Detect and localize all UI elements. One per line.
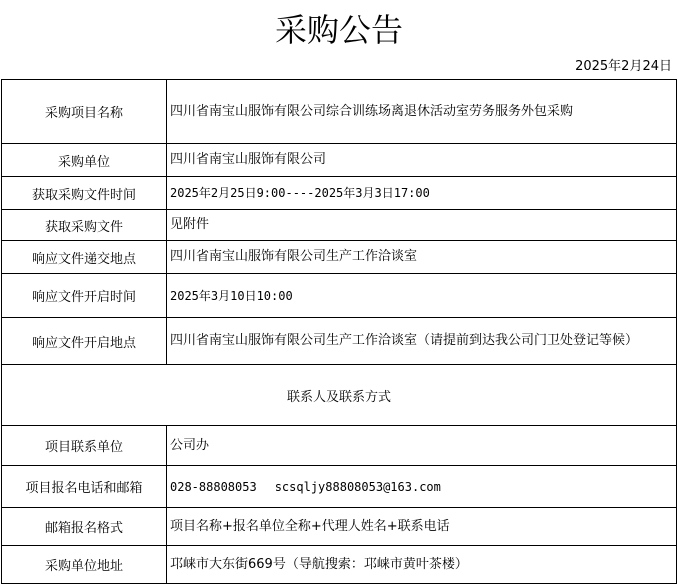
row-value-purchaser: 四川省南宝山服饰有限公司 <box>167 144 677 177</box>
announcement-date: 2025年2月24日 <box>575 59 672 74</box>
row-value-open-place: 四川省南宝山服饰有限公司生产工作洽谈室（请提前到达我公司门卫处登记等候） <box>167 318 677 365</box>
row-value-submit-place: 四川省南宝山服饰有限公司生产工作洽谈室 <box>167 241 677 274</box>
row-label-email-format: 邮箱报名格式 <box>2 508 167 546</box>
row-label-address: 采购单位地址 <box>2 546 167 584</box>
table-row <box>2 274 677 318</box>
page-title: 采购公告 <box>274 11 403 49</box>
row-value-address: 邛崃市大东街669号（导航搜索：邛崃市黄叶茶楼） <box>167 546 677 584</box>
row-value-project-name: 四川省南宝山服饰有限公司综合训练场离退休活动室劳务服务外包采购 <box>167 80 677 144</box>
row-label-submit-place: 响应文件递交地点 <box>2 241 167 274</box>
row-label-open-place: 响应文件开启地点 <box>2 318 167 365</box>
row-value-open-time: 2025年3月10日10:00 <box>167 274 677 318</box>
table-row <box>2 365 677 426</box>
contact-email: scsqljy88808053@163.com <box>274 479 441 494</box>
row-value-doc-time: 2025年2月25日9:00----2025年3月3日17:00 <box>167 177 677 210</box>
table-row <box>2 80 677 144</box>
announcement-table <box>1 79 677 584</box>
row-label-phone-email: 项目报名电话和邮箱 <box>2 466 167 508</box>
row-label-project-name: 采购项目名称 <box>2 80 167 144</box>
table-row <box>2 177 677 210</box>
row-label-contact-unit: 项目联系单位 <box>2 426 167 466</box>
table-row <box>2 318 677 365</box>
row-label-purchaser: 采购单位 <box>2 144 167 177</box>
row-value-contact-unit: 公司办 <box>167 426 677 466</box>
row-label-open-time: 响应文件开启时间 <box>2 274 167 318</box>
row-label-doc-time: 获取采购文件时间 <box>2 177 167 210</box>
contact-phone: 028-88808053 <box>170 479 257 494</box>
row-label-get-docs: 获取采购文件 <box>2 210 167 241</box>
table-row <box>2 144 677 177</box>
row-value-get-docs: 见附件 <box>167 210 677 241</box>
table-row <box>2 241 677 274</box>
table-row <box>2 508 677 546</box>
row-value-email-format: 项目名称+报名单位全称+代理人姓名+联系电话 <box>167 508 677 546</box>
table-row <box>2 210 677 241</box>
table-row <box>2 546 677 584</box>
table-row <box>2 466 677 508</box>
row-value-phone-email <box>167 466 677 508</box>
contact-section-heading: 联系人及联系方式 <box>2 365 677 426</box>
table-row <box>2 426 677 466</box>
